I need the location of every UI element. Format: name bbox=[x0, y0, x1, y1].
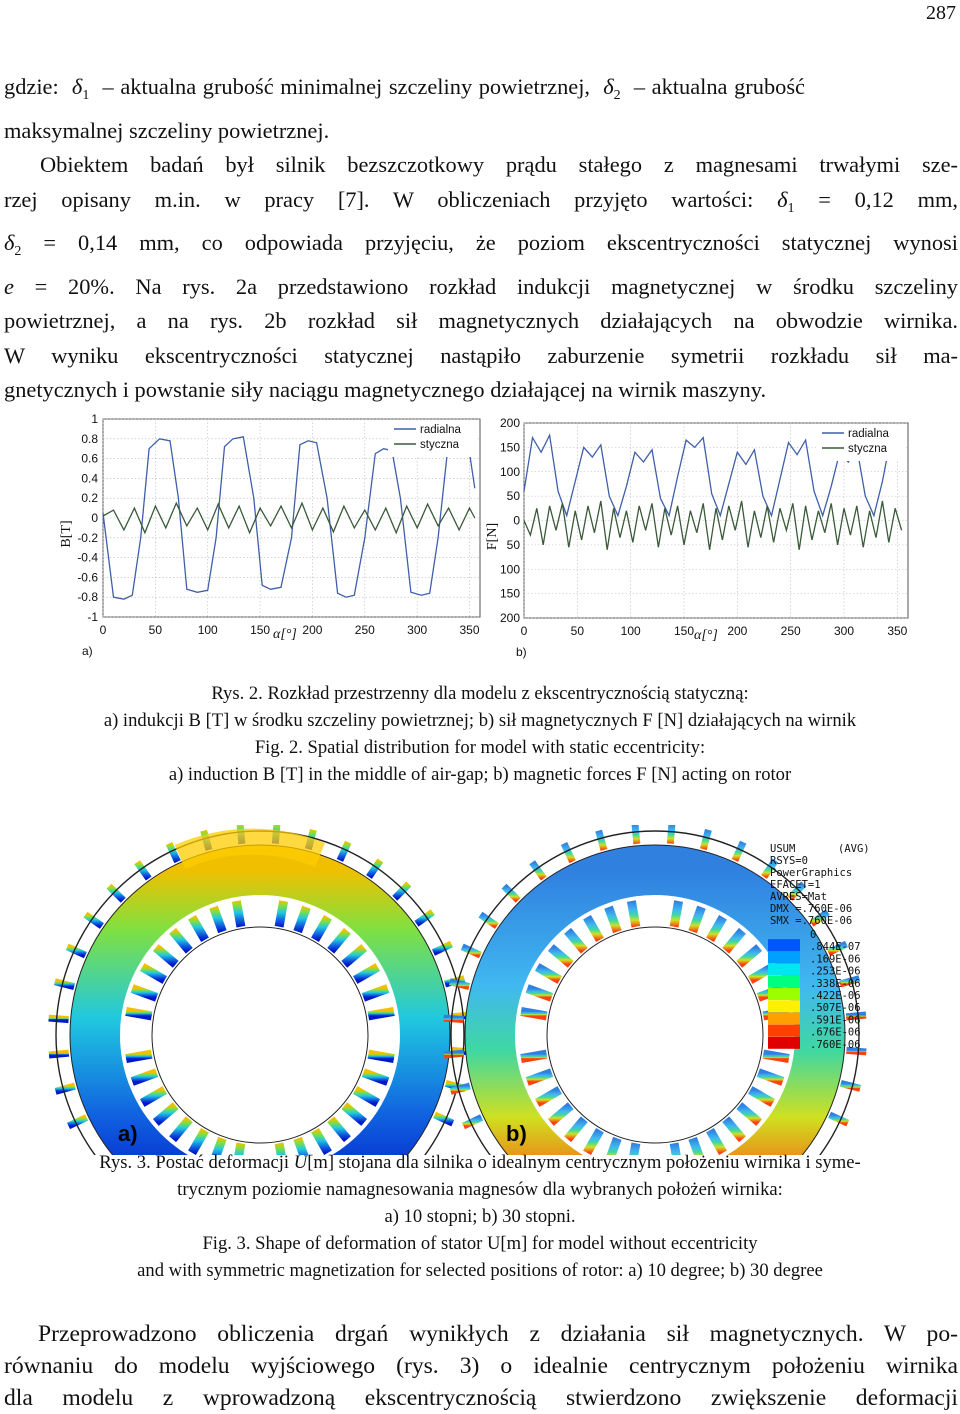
x-tick-label: 100 bbox=[197, 623, 218, 637]
cooling-fin bbox=[670, 825, 672, 844]
intro-line-5 bbox=[4, 226, 958, 270]
chart-b-forces bbox=[485, 416, 908, 659]
cooling-fin bbox=[49, 1018, 69, 1020]
intro-line-1 bbox=[4, 70, 958, 114]
y-tick-label: 0 bbox=[91, 511, 98, 525]
stator-tooth bbox=[750, 1090, 773, 1103]
stator-bore bbox=[152, 927, 368, 1143]
intro-line-6 bbox=[4, 270, 958, 305]
fig3-caption-en-2: and with symmetric magnetization for selected positions of rotor: a) 10 degree; b) 30 degree bbox=[137, 1260, 823, 1281]
fea-legend-line: SMX =.760E-06 bbox=[770, 915, 853, 927]
stator-tooth bbox=[739, 948, 759, 965]
stator-tooth bbox=[521, 1011, 547, 1016]
intro-line-2: maksymalnej szczeliny powietrznej. bbox=[4, 117, 330, 143]
cooling-fin bbox=[599, 831, 604, 850]
stator-tooth bbox=[551, 1106, 571, 1123]
chart-a-induction bbox=[59, 412, 480, 658]
stator-tooth bbox=[568, 1119, 585, 1139]
fea-legend-avg: (AVG) bbox=[838, 843, 870, 855]
fea-legend-header: USUM bbox=[770, 843, 796, 855]
closing-line-3: dla modelu z wprowadzoną ekscentrycznością stwierdzono zwiększenie deformacji bbox=[4, 1385, 958, 1411]
stator-tooth bbox=[355, 967, 378, 980]
fig2-caption-pl-1: Rys. 2. Rozkład przestrzenny dla modelu z ekscentrycznością statyczną: bbox=[211, 683, 749, 704]
closing-line-2: równaniu do modelu wyjściowego (rys. 3) o idealnie centrycznym położeniu wirnika bbox=[4, 1353, 958, 1379]
y-tick-label: 1 bbox=[91, 412, 98, 426]
fea-legend bbox=[768, 843, 870, 1051]
cooling-fin bbox=[49, 1053, 69, 1055]
legend-entry: radialna bbox=[420, 424, 461, 436]
fea-legend-level: .676E-06 bbox=[810, 1026, 861, 1039]
cooling-fin bbox=[830, 1115, 848, 1123]
y-tick-label: 0.8 bbox=[81, 431, 98, 446]
x-tick-label: 300 bbox=[407, 623, 428, 637]
intro-l6-text: = 20%. Na rys. 2a przedstawiono rozkład indukcji magnetycznej w środku szczeliny bbox=[13, 273, 958, 299]
cooling-fin bbox=[735, 842, 743, 860]
intro-l4-value: = 0,12 mm, bbox=[818, 186, 958, 212]
fig3-caption-pl-2: trycznym poziomie namagnesowania magnesów dla wybranych położeń wirnika: bbox=[177, 1179, 783, 1200]
fig2-caption-en-2: a) induction B [T] in the middle of air-gap; b) magnetic forces F [N] acting on rotor bbox=[168, 764, 792, 785]
figure-2-charts bbox=[0, 408, 960, 678]
x-tick-label: 350 bbox=[887, 624, 908, 638]
stator-tooth bbox=[363, 988, 387, 997]
fig3-caption-en-1: Fig. 3. Shape of deformation of stator U[m] for model without eccentricity bbox=[202, 1233, 758, 1254]
stator-tooth bbox=[344, 1106, 364, 1123]
fig3-pl1-symbol: U bbox=[293, 1152, 308, 1173]
fea-legend-line: EFACET=1 bbox=[770, 879, 821, 891]
stator-tooth bbox=[739, 1106, 759, 1123]
y-tick-label: 150 bbox=[499, 586, 520, 601]
y-tick-label: 0.2 bbox=[81, 491, 98, 506]
page-number: 287 bbox=[926, 2, 956, 24]
stator-tooth bbox=[631, 901, 636, 927]
fea-legend-level: .422E-06 bbox=[810, 990, 861, 1002]
cooling-fin bbox=[841, 1083, 860, 1088]
x-tick-label: 350 bbox=[459, 623, 480, 637]
fea-legend-line: DMX =.760E-06 bbox=[770, 903, 853, 915]
stator-tooth bbox=[213, 907, 222, 931]
delta-symbol: δ bbox=[4, 230, 15, 255]
cooling-fin bbox=[504, 886, 518, 900]
fea-legend-level: .169E-06 bbox=[810, 953, 861, 966]
y-axis-label: B[T] bbox=[59, 520, 74, 548]
y-tick-label: 50 bbox=[506, 489, 520, 504]
cooling-fin bbox=[703, 830, 708, 849]
y-tick-label: 0.4 bbox=[81, 471, 98, 486]
y-tick-label: -0.2 bbox=[77, 530, 98, 545]
stator-tooth bbox=[726, 1119, 743, 1139]
cooling-fin bbox=[340, 842, 348, 860]
stator-tooth bbox=[355, 1090, 378, 1103]
stator-bore bbox=[547, 927, 763, 1143]
delta-subscript: 1 bbox=[787, 200, 795, 216]
stator-tooth bbox=[126, 1054, 152, 1059]
figure-3-caption bbox=[0, 1149, 960, 1284]
intro-l1-gdzie: gdzie: bbox=[4, 74, 59, 99]
stator-tooth bbox=[674, 901, 679, 927]
cooling-fin bbox=[444, 1053, 464, 1055]
fea-image-a bbox=[49, 825, 472, 1155]
x-tick-label: 200 bbox=[302, 623, 323, 637]
stator-tooth bbox=[368, 1011, 394, 1016]
delta-symbol: δ bbox=[777, 186, 788, 212]
panel-label: b) bbox=[516, 645, 527, 659]
delta-symbol: δ bbox=[71, 74, 83, 99]
x-tick-label: 250 bbox=[354, 623, 375, 637]
fea-legend-swatch bbox=[768, 988, 800, 1000]
intro-line-4 bbox=[4, 183, 958, 227]
intro-line-7: powietrznej, a na rys. 2b rozkład sił magnetycznych działających na obwodzie wirnika. bbox=[4, 308, 958, 333]
intro-paragraph bbox=[4, 70, 958, 408]
y-tick-label: 200 bbox=[499, 611, 520, 625]
intro-l1-text2: – aktualna grubość bbox=[633, 74, 805, 99]
intro-l1-text: – aktualna grubość minimalnej szczeliny powietrznej, bbox=[102, 74, 591, 99]
closing-paragraph bbox=[4, 1318, 958, 1414]
y-tick-label: -0.4 bbox=[77, 550, 98, 565]
stator-tooth bbox=[363, 1073, 387, 1082]
fea-label-a: a) bbox=[118, 1121, 138, 1146]
closing-line-1: Przeprowadzono obliczenia drgań wynikłych z działania sił magnetycznych. W po- bbox=[38, 1321, 958, 1347]
delta-subscript: 1 bbox=[82, 88, 90, 103]
fig3-pl1-part2: [m] stojana dla silnika o idealnym centrycznym położeniu wirnika i syme- bbox=[307, 1152, 861, 1173]
y-tick-label: -1 bbox=[87, 610, 98, 624]
fea-legend-level: .591E-06 bbox=[810, 1014, 861, 1027]
y-tick-label: 150 bbox=[499, 440, 520, 455]
stator-tooth bbox=[331, 1119, 348, 1139]
stator-tooth bbox=[192, 917, 205, 940]
stator-tooth bbox=[568, 931, 585, 951]
fea-legend-swatch bbox=[768, 1037, 800, 1049]
cooling-fin bbox=[109, 886, 123, 900]
x-tick-label: 250 bbox=[780, 624, 801, 638]
intro-l4-text: rzej opisany m.in. w pracy [7]. W obliczeniach przyjęto wartości: bbox=[4, 186, 754, 212]
x-tick-label: 100 bbox=[620, 624, 641, 638]
stator-tooth bbox=[315, 917, 328, 940]
fea-legend-swatch bbox=[768, 951, 800, 963]
x-tick-label: 150 bbox=[673, 624, 695, 638]
delta-subscript: 2 bbox=[613, 88, 621, 103]
stator-tooth bbox=[298, 907, 307, 931]
stator-tooth bbox=[173, 931, 190, 951]
stator-tooth bbox=[331, 931, 348, 951]
stator-tooth bbox=[236, 901, 241, 927]
cooling-fin bbox=[67, 947, 85, 955]
stator-tooth bbox=[758, 1073, 782, 1082]
fea-legend-level: .253E-06 bbox=[810, 965, 861, 978]
fig2-caption-en-1: Fig. 2. Spatial distribution for model with static eccentricity: bbox=[254, 737, 706, 758]
x-axis-label: α[°] bbox=[273, 627, 297, 642]
stator-tooth bbox=[763, 1054, 789, 1059]
fea-legend-line: PowerGraphics bbox=[770, 867, 853, 879]
y-tick-label: 100 bbox=[499, 464, 520, 479]
fea-legend-level: .760E-06 bbox=[810, 1038, 861, 1051]
cooling-fin bbox=[55, 982, 74, 987]
x-tick-label: 200 bbox=[727, 624, 748, 638]
stator-tooth bbox=[537, 967, 560, 980]
x-axis-label: α[°] bbox=[694, 628, 718, 643]
panel-label: a) bbox=[82, 644, 93, 658]
stator-tooth bbox=[173, 1119, 190, 1139]
y-tick-label: 0 bbox=[513, 513, 520, 528]
fig3-caption-pl-3: a) 10 stopni; b) 30 stopni. bbox=[384, 1206, 576, 1227]
e-symbol: e bbox=[4, 273, 14, 299]
intro-line-8: W wyniku ekscentryczności statycznej nastąpiło zaburzenie symetrii rozkładu sił ma- bbox=[4, 342, 958, 368]
fea-legend-level: .507E-06 bbox=[810, 1002, 861, 1015]
cooling-fin bbox=[435, 1115, 453, 1123]
stator-tooth bbox=[537, 1090, 560, 1103]
stator-tooth bbox=[142, 1090, 165, 1103]
legend-entry: styczna bbox=[420, 439, 459, 451]
stator-tooth bbox=[726, 931, 743, 951]
x-tick-label: 50 bbox=[570, 624, 585, 638]
fea-legend-level: .338E-06 bbox=[810, 977, 861, 990]
y-tick-label: 0.6 bbox=[81, 451, 98, 466]
stator-tooth bbox=[142, 967, 165, 980]
intro-line-3: Obiektem badań był silnik bezszczotkowy prądu stałego z magnesami trwałymi sze- bbox=[40, 152, 958, 177]
fea-legend-swatch bbox=[768, 1000, 800, 1012]
delta-symbol: δ bbox=[603, 74, 614, 99]
cooling-fin bbox=[635, 825, 637, 844]
fea-legend-level: 0 bbox=[810, 929, 817, 941]
stator-tooth bbox=[126, 1011, 152, 1016]
y-axis-label: F[N] bbox=[485, 522, 500, 551]
stator-tooth bbox=[521, 1054, 547, 1059]
stator-tooth bbox=[527, 1073, 551, 1082]
stator-tooth bbox=[156, 1106, 176, 1123]
stator-tooth bbox=[156, 948, 176, 965]
y-tick-label: 200 bbox=[499, 416, 520, 430]
stator-tooth bbox=[710, 917, 723, 940]
intro-l5-text: = 0,14 mm, co odpowiada przyjęciu, że poziom ekscentryczności statycznej wynosi bbox=[43, 230, 958, 255]
cooling-fin bbox=[450, 982, 469, 987]
legend-entry: styczna bbox=[848, 443, 887, 455]
stator-tooth bbox=[587, 917, 600, 940]
fea-legend-swatch bbox=[768, 964, 800, 976]
delta-subscript: 2 bbox=[14, 244, 22, 259]
x-tick-label: 300 bbox=[833, 624, 855, 638]
stator-tooth bbox=[279, 901, 284, 927]
y-tick-label: -0.6 bbox=[77, 570, 98, 585]
legend-entry: radialna bbox=[848, 428, 889, 440]
fea-legend-line: AVRES=Mat bbox=[770, 891, 827, 903]
stator-tooth bbox=[132, 1073, 156, 1082]
fea-legend-line: RSYS=0 bbox=[770, 855, 808, 867]
stator-tooth bbox=[132, 988, 156, 997]
stator-tooth bbox=[608, 907, 617, 931]
cooling-fin bbox=[444, 1018, 464, 1020]
stator-tooth bbox=[368, 1054, 394, 1059]
y-tick-label: 100 bbox=[499, 562, 520, 577]
fea-legend-level: .844E-07 bbox=[810, 941, 861, 954]
stator-tooth bbox=[527, 988, 551, 997]
y-tick-label: 50 bbox=[506, 537, 520, 552]
stator-tooth bbox=[693, 907, 702, 931]
fea-legend-swatch bbox=[768, 1012, 800, 1024]
figure-3-fea bbox=[0, 825, 960, 1155]
fea-label-b: b) bbox=[506, 1121, 527, 1146]
stator-tooth bbox=[344, 948, 364, 965]
x-tick-label: 150 bbox=[250, 623, 271, 637]
cooling-fin bbox=[395, 884, 409, 898]
fea-legend-swatch bbox=[768, 1025, 800, 1037]
fea-legend-swatch bbox=[768, 939, 800, 951]
x-tick-label: 0 bbox=[520, 624, 528, 638]
x-tick-label: 0 bbox=[99, 623, 107, 637]
figure-2-caption bbox=[0, 680, 960, 788]
x-tick-label: 50 bbox=[148, 623, 163, 637]
fig3-pl1-part1: Rys. 3. Postać deformacji bbox=[99, 1152, 294, 1173]
intro-line-9: gnetycznych i powstanie siły naciągu magnetycznego działającej na wirnik maszyny. bbox=[4, 377, 767, 402]
fea-legend-swatch bbox=[768, 976, 800, 988]
fig3-caption-pl-1 bbox=[0, 1149, 960, 1176]
cooling-fin bbox=[462, 947, 480, 955]
fig2-caption-pl-2: a) indukcji B [T] w środku szczeliny powietrznej; b) sił magnetycznych F [N] działających na wirnik bbox=[103, 710, 857, 731]
stator-tooth bbox=[551, 948, 571, 965]
y-tick-label: -0.8 bbox=[77, 590, 98, 605]
cooling-fin bbox=[56, 1086, 75, 1091]
